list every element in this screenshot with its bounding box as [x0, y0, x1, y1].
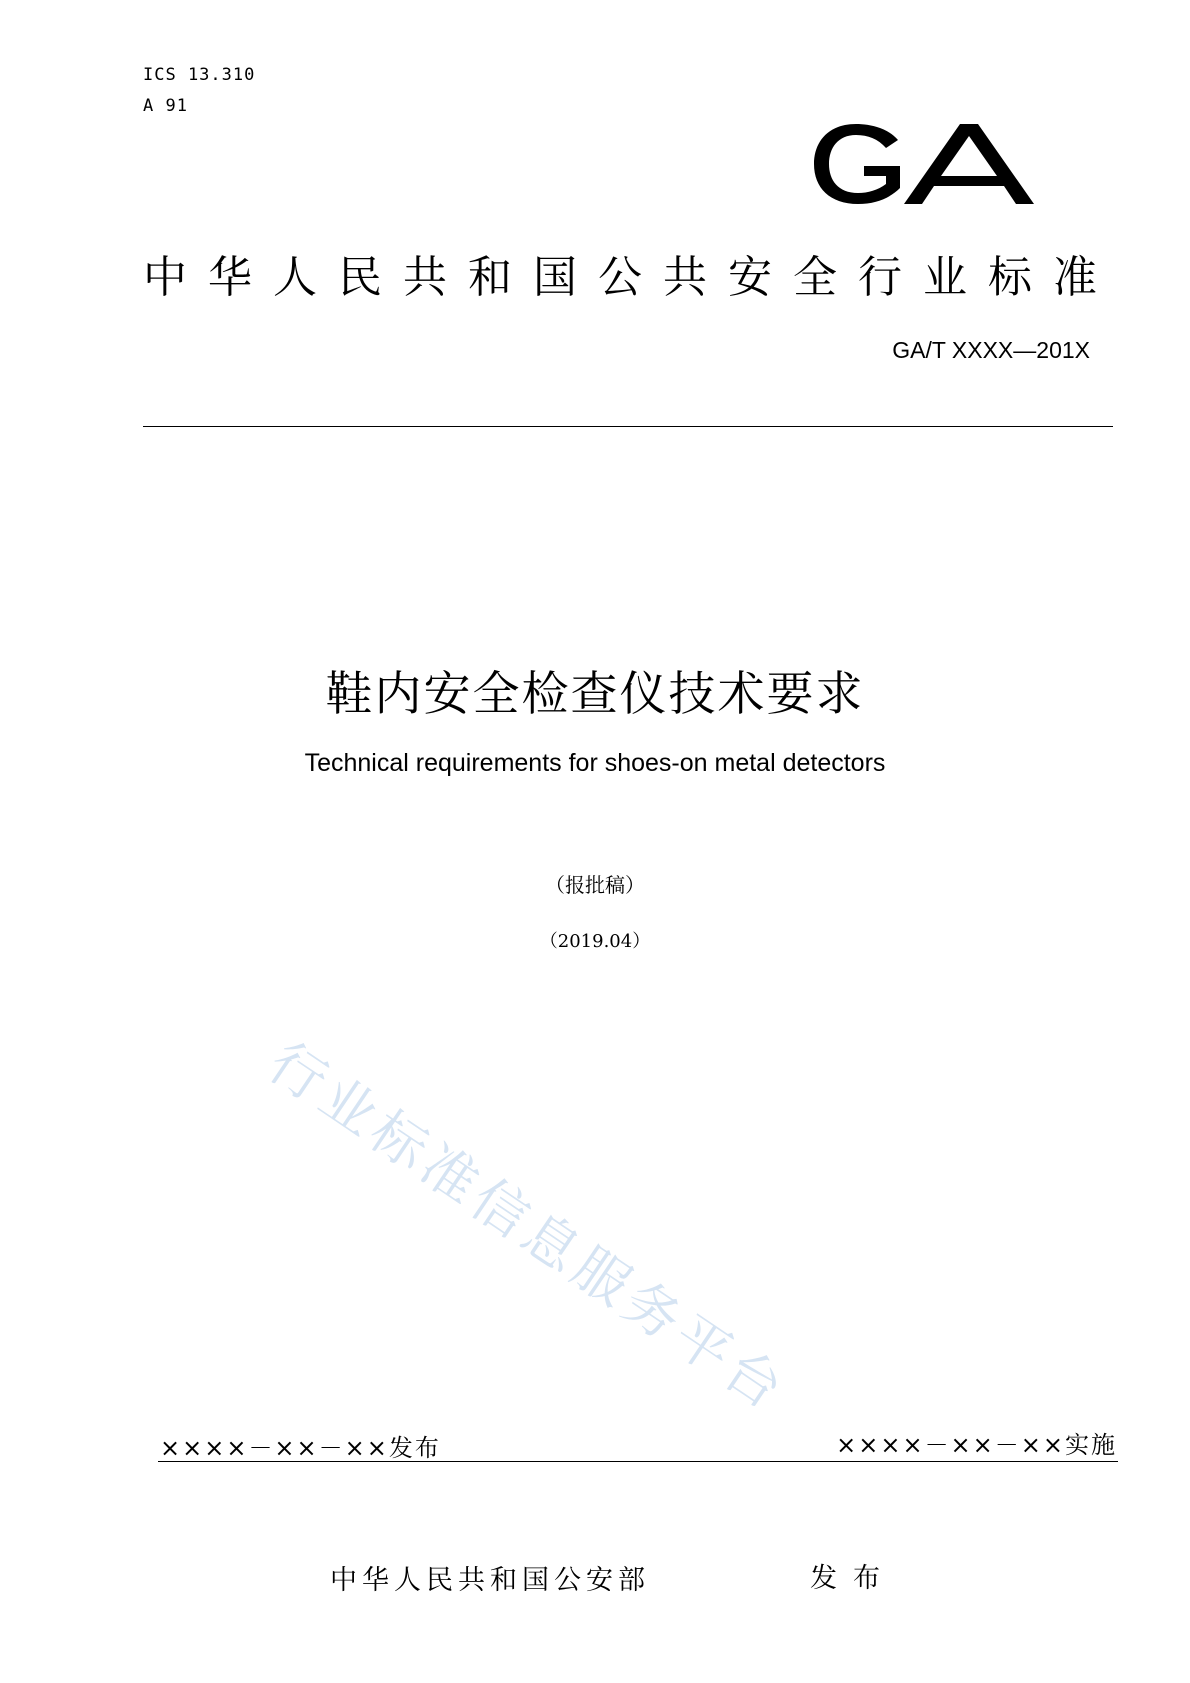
standard-code: GA/T XXXX—201X [892, 337, 1090, 363]
issuing-authority: 中华人民共和国公安部 [330, 1565, 650, 1596]
ics-code: ICS 13.310 [143, 65, 256, 85]
draft-status: （报批稿） [545, 873, 645, 897]
implementation-date: ××××－××－××实施 [836, 1431, 1117, 1459]
ccs-code: A 91 [143, 96, 188, 116]
issue-date: ××××－××－××发布 [160, 1434, 441, 1462]
document-title-english: Technical requirements for shoes-on metal detectors [304, 749, 886, 777]
issue-label: 发布 [810, 1563, 896, 1594]
classification-codes [143, 60, 255, 122]
document-title-chinese: 鞋内安全检查仪技术要求 [325, 667, 865, 722]
header-divider [143, 426, 1113, 427]
ga-logo [810, 118, 1060, 213]
draft-date: （2019.04） [539, 931, 651, 952]
standard-category-title: 中华人民共和国公共安全行业标准 [143, 252, 1118, 303]
footer-divider [158, 1461, 1118, 1462]
watermark: 行业标准信息服务平台 [257, 1029, 800, 1425]
